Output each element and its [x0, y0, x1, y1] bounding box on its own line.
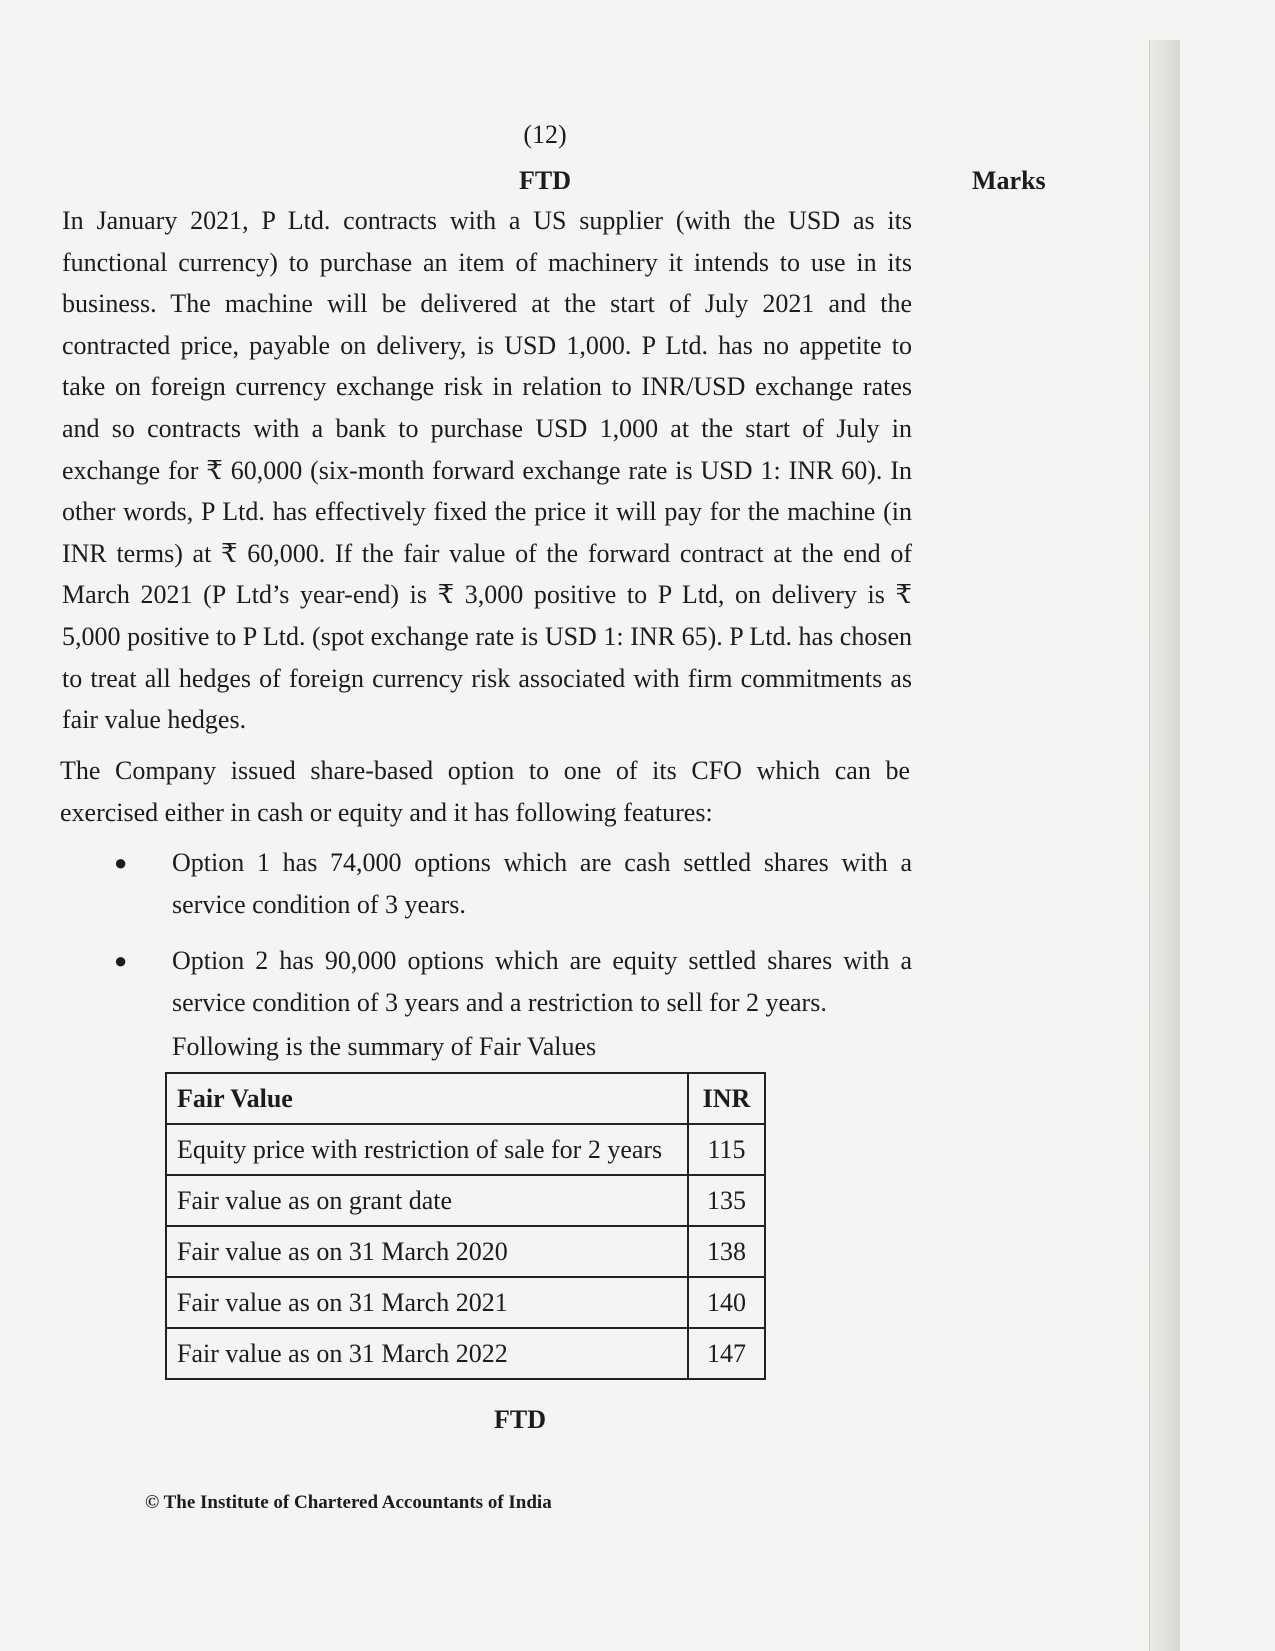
- row-label: Fair value as on 31 March 2021: [166, 1277, 688, 1328]
- table-row: [166, 1226, 765, 1277]
- bullet-icon: ●: [114, 948, 128, 973]
- marks-label: Marks: [972, 166, 1046, 195]
- table-caption: Following is the summary of Fair Values: [172, 1032, 597, 1061]
- table-row: [166, 1277, 765, 1328]
- question-paragraph-hedge: In January 2021, P Ltd. contracts with a US supplier (with the USD as its functional currency) to purchase an item of machinery it intends to use in its business. The machine will be delivered at the start of July 2021 and the contracted price, payable on delivery, is USD 1,000. P Ltd. has no appetite to take on foreign currency exchange risk in relation to INR/USD exchange rates and so contracts with a bank to purchase USD 1,000 at the start of July in exchange for ₹ 60,000 (six-month forward exchange rate is USD 1: INR 60). In other words, P Ltd. has effectively fixed the price it will pay for the machine (in INR terms) at ₹ 60,000. If the fair value of the forward contract at the end of March 2021 (P Ltd’s year-end) is ₹ 3,000 positive to P Ltd, on delivery is ₹ 5,000 positive to P Ltd. (spot exchange rate is USD 1: INR 65). P Ltd. has chosen to treat all hedges of foreign currency risk associated with firm commitments as fair value hedges.: [62, 206, 912, 735]
- paper-code-footer: FTD: [494, 1405, 546, 1434]
- table-row: [166, 1328, 765, 1379]
- option-1-text: Option 1 has 74,000 options which are cash settled shares with a service condition of 3 years.: [172, 848, 912, 919]
- row-value: 147: [688, 1328, 765, 1379]
- row-label: Fair value as on 31 March 2020: [166, 1226, 688, 1277]
- row-label: Fair value as on grant date: [166, 1175, 688, 1226]
- column-header-inr: INR: [688, 1073, 765, 1124]
- row-value: 140: [688, 1277, 765, 1328]
- bullet-icon: ●: [114, 850, 128, 875]
- option-list: [108, 842, 912, 1068]
- copyright-notice: © The Institute of Chartered Accountants of India: [145, 1492, 552, 1513]
- row-value: 135: [688, 1175, 765, 1226]
- fair-value-table: [165, 1072, 766, 1380]
- paper-code-header: FTD: [519, 166, 571, 195]
- column-header-fair-value: Fair Value: [166, 1073, 688, 1124]
- list-item: [108, 940, 912, 1023]
- table-header-row: [166, 1073, 765, 1124]
- option-2-text: Option 2 has 90,000 options which are equity settled shares with a service condition of 3 years and a restriction to sell for 2 years.: [172, 946, 912, 1017]
- table-row: [166, 1124, 765, 1175]
- page-edge: [1149, 40, 1180, 1651]
- list-item: [108, 842, 912, 925]
- row-value: 138: [688, 1226, 765, 1277]
- row-label: Equity price with restriction of sale for 2 years: [166, 1124, 688, 1175]
- table-row: [166, 1175, 765, 1226]
- page-number: (12): [523, 120, 567, 149]
- question-paragraph-share-option: The Company issued share-based option to one of its CFO which can be exercised either in cash or equity and it has following features:: [60, 756, 910, 827]
- row-value: 115: [688, 1124, 765, 1175]
- row-label: Fair value as on 31 March 2022: [166, 1328, 688, 1379]
